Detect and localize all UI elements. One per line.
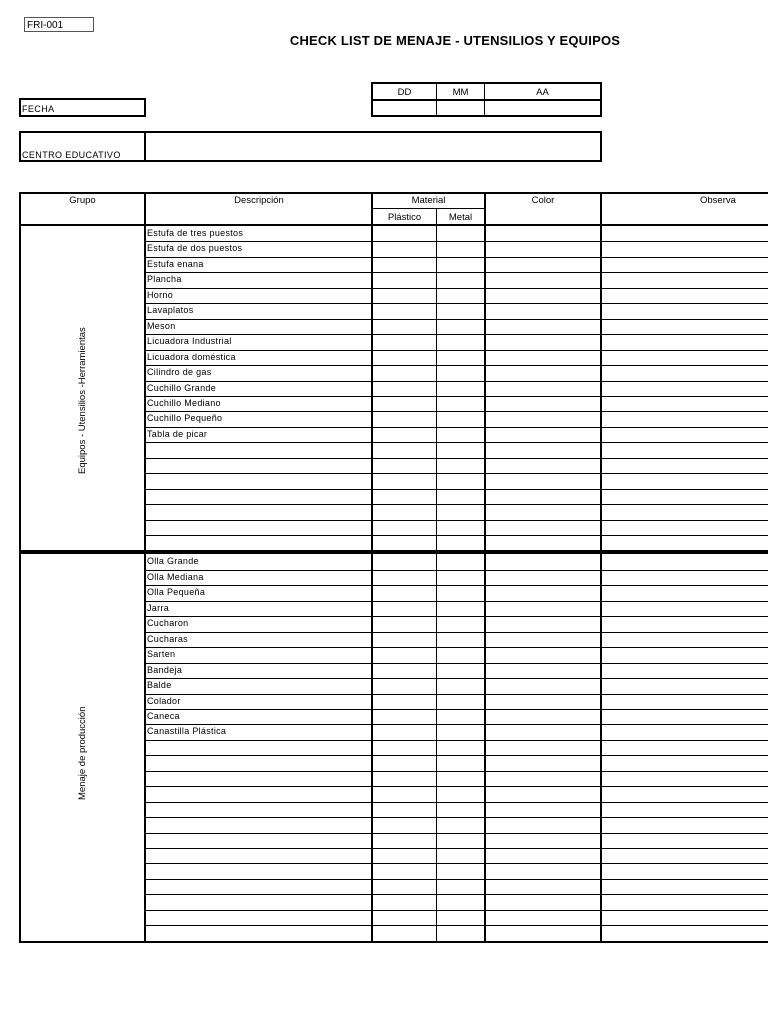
metal-cell[interactable] [437, 351, 484, 364]
observaciones-cell[interactable] [602, 428, 768, 441]
color-cell[interactable] [486, 849, 600, 862]
observaciones-cell[interactable] [602, 443, 768, 456]
header-metal: Metal [448, 212, 473, 223]
color-cell[interactable] [486, 648, 600, 661]
grid-line [19, 192, 21, 943]
observaciones-cell[interactable] [602, 710, 768, 723]
plastico-cell[interactable] [373, 443, 436, 456]
plastico-cell[interactable] [373, 490, 436, 503]
item-menaje: Balde [147, 680, 172, 690]
observaciones-cell[interactable] [602, 536, 768, 549]
plastico-cell[interactable] [373, 648, 436, 661]
plastico-cell[interactable] [373, 320, 436, 333]
plastico-cell[interactable] [373, 710, 436, 723]
table-bottom [19, 941, 768, 943]
color-cell[interactable] [486, 505, 600, 518]
plastico-cell[interactable] [373, 366, 436, 379]
color-cell[interactable] [486, 834, 600, 847]
metal-cell[interactable] [437, 505, 484, 518]
metal-cell[interactable] [437, 710, 484, 723]
observaciones-cell[interactable] [602, 586, 768, 599]
header-material: Material [411, 195, 446, 206]
plastico-cell[interactable] [373, 227, 436, 240]
metal-cell[interactable] [437, 926, 484, 939]
plastico-cell[interactable] [373, 382, 436, 395]
color-cell[interactable] [486, 864, 600, 877]
metal-cell[interactable] [437, 289, 484, 302]
color-cell[interactable] [486, 490, 600, 503]
observaciones-cell[interactable] [602, 474, 768, 487]
plastico-cell[interactable] [373, 725, 436, 738]
metal-cell[interactable] [437, 555, 484, 568]
observaciones-cell[interactable] [602, 412, 768, 425]
observaciones-cell[interactable] [602, 880, 768, 893]
metal-cell[interactable] [437, 818, 484, 831]
plastico-cell[interactable] [373, 633, 436, 646]
observaciones-cell[interactable] [602, 648, 768, 661]
plastico-cell[interactable] [373, 803, 436, 816]
item-equipos: Cuchillo Grande [147, 383, 217, 393]
plastico-cell[interactable] [373, 586, 436, 599]
metal-cell[interactable] [437, 242, 484, 255]
metal-cell[interactable] [437, 443, 484, 456]
observaciones-cell[interactable] [602, 382, 768, 395]
color-cell[interactable] [486, 895, 600, 908]
metal-cell[interactable] [437, 895, 484, 908]
metal-cell[interactable] [437, 227, 484, 240]
metal-cell[interactable] [437, 834, 484, 847]
observaciones-cell[interactable] [602, 834, 768, 847]
color-cell[interactable] [486, 289, 600, 302]
metal-cell[interactable] [437, 787, 484, 800]
color-cell[interactable] [486, 521, 600, 534]
item-equipos: Cuchillo Mediano [147, 398, 221, 408]
plastico-cell[interactable] [373, 351, 436, 364]
observaciones-cell[interactable] [602, 818, 768, 831]
metal-cell[interactable] [437, 803, 484, 816]
plastico-cell[interactable] [373, 602, 436, 615]
item-equipos: Lavaplatos [147, 305, 194, 315]
plastico-cell[interactable] [373, 242, 436, 255]
color-cell[interactable] [486, 320, 600, 333]
color-cell[interactable] [486, 664, 600, 677]
plastico-cell[interactable] [373, 864, 436, 877]
plastico-cell[interactable] [373, 474, 436, 487]
item-menaje: Olla Pequeña [147, 587, 206, 597]
color-cell[interactable] [486, 459, 600, 472]
observaciones-cell[interactable] [602, 911, 768, 924]
item-menaje: Colador [147, 696, 181, 706]
plastico-cell[interactable] [373, 679, 436, 692]
observaciones-cell[interactable] [602, 242, 768, 255]
color-cell[interactable] [486, 273, 600, 286]
plastico-cell[interactable] [373, 505, 436, 518]
plastico-cell[interactable] [373, 834, 436, 847]
color-cell[interactable] [486, 382, 600, 395]
color-cell[interactable] [486, 772, 600, 785]
observaciones-cell[interactable] [602, 664, 768, 677]
color-cell[interactable] [486, 725, 600, 738]
item-equipos: Tabla de picar [147, 429, 208, 439]
observaciones-cell[interactable] [602, 273, 768, 286]
observaciones-cell[interactable] [602, 335, 768, 348]
item-equipos: Cilindro de gas [147, 367, 212, 377]
item-menaje: Sarten [147, 649, 176, 659]
item-menaje: Cucharon [147, 618, 189, 628]
item-menaje: Canastilla Plástica [147, 726, 227, 736]
color-cell[interactable] [486, 227, 600, 240]
group-label-equipos: Equipos - Utensilios -Herramientas [77, 327, 88, 474]
observaciones-cell[interactable] [602, 633, 768, 646]
item-equipos: Estufa de dos puestos [147, 243, 243, 253]
observaciones-cell[interactable] [602, 289, 768, 302]
color-cell[interactable] [486, 741, 600, 754]
metal-cell[interactable] [437, 428, 484, 441]
header-observaciones: Observa [700, 195, 736, 206]
observaciones-cell[interactable] [602, 505, 768, 518]
observaciones-cell[interactable] [602, 849, 768, 862]
metal-cell[interactable] [437, 521, 484, 534]
mm-label: MM [452, 87, 469, 98]
observaciones-cell[interactable] [602, 787, 768, 800]
observaciones-cell[interactable] [602, 772, 768, 785]
observaciones-cell[interactable] [602, 695, 768, 708]
observaciones-cell[interactable] [602, 459, 768, 472]
observaciones-cell[interactable] [602, 926, 768, 939]
item-equipos: Licuadora doméstica [147, 352, 236, 362]
observaciones-cell[interactable] [602, 725, 768, 738]
metal-cell[interactable] [437, 320, 484, 333]
metal-cell[interactable] [437, 725, 484, 738]
observaciones-cell[interactable] [602, 351, 768, 364]
item-menaje: Olla Grande [147, 556, 199, 566]
item-equipos: Cuchillo Pequeño [147, 413, 223, 423]
item-menaje: Cucharas [147, 634, 188, 644]
plastico-cell[interactable] [373, 412, 436, 425]
metal-cell[interactable] [437, 459, 484, 472]
grid-line [19, 192, 768, 194]
metal-cell[interactable] [437, 633, 484, 646]
metal-cell[interactable] [437, 741, 484, 754]
centro-educativo-label: CENTRO EDUCATIVO [22, 150, 121, 160]
metal-cell[interactable] [437, 490, 484, 503]
item-equipos: Horno [147, 290, 174, 300]
color-cell[interactable] [486, 818, 600, 831]
group-label-menaje: Menaje de producción [77, 706, 88, 800]
metal-cell[interactable] [437, 695, 484, 708]
plastico-cell[interactable] [373, 926, 436, 939]
plastico-cell[interactable] [373, 536, 436, 549]
observaciones-cell[interactable] [602, 895, 768, 908]
color-cell[interactable] [486, 474, 600, 487]
plastico-cell[interactable] [373, 555, 436, 568]
item-menaje: Jarra [147, 603, 170, 613]
observaciones-cell[interactable] [602, 602, 768, 615]
plastico-cell[interactable] [373, 895, 436, 908]
metal-cell[interactable] [437, 474, 484, 487]
metal-cell[interactable] [437, 335, 484, 348]
grid-line [19, 224, 768, 226]
header-grupo: Grupo [69, 195, 96, 206]
aa-label: AA [536, 87, 549, 98]
observaciones-cell[interactable] [602, 227, 768, 240]
observaciones-cell[interactable] [602, 521, 768, 534]
observaciones-cell[interactable] [602, 756, 768, 769]
observaciones-cell[interactable] [602, 555, 768, 568]
color-cell[interactable] [486, 803, 600, 816]
plastico-cell[interactable] [373, 459, 436, 472]
plastico-cell[interactable] [373, 617, 436, 630]
plastico-cell[interactable] [373, 741, 436, 754]
observaciones-cell[interactable] [602, 617, 768, 630]
color-cell[interactable] [486, 366, 600, 379]
metal-cell[interactable] [437, 756, 484, 769]
observaciones-cell[interactable] [602, 320, 768, 333]
item-menaje: Olla Mediana [147, 572, 204, 582]
metal-cell[interactable] [437, 382, 484, 395]
metal-cell[interactable] [437, 571, 484, 584]
color-cell[interactable] [486, 443, 600, 456]
metal-cell[interactable] [437, 586, 484, 599]
color-cell[interactable] [486, 536, 600, 549]
observaciones-cell[interactable] [602, 366, 768, 379]
item-menaje: Caneca [147, 711, 180, 721]
item-equipos: Estufa de tres puestos [147, 228, 244, 238]
metal-cell[interactable] [437, 258, 484, 271]
metal-cell[interactable] [437, 648, 484, 661]
item-menaje: Bandeja [147, 665, 183, 675]
plastico-cell[interactable] [373, 258, 436, 271]
plastico-cell[interactable] [373, 756, 436, 769]
metal-cell[interactable] [437, 679, 484, 692]
color-cell[interactable] [486, 633, 600, 646]
color-cell[interactable] [486, 787, 600, 800]
plastico-cell[interactable] [373, 818, 436, 831]
item-equipos: Estufa enana [147, 259, 204, 269]
plastico-cell[interactable] [373, 664, 436, 677]
form-code: FRI-001 [24, 17, 94, 32]
observaciones-cell[interactable] [602, 803, 768, 816]
plastico-cell[interactable] [373, 787, 436, 800]
observaciones-cell[interactable] [602, 864, 768, 877]
color-cell[interactable] [486, 304, 600, 317]
plastico-cell[interactable] [373, 428, 436, 441]
plastico-cell[interactable] [373, 289, 436, 302]
dd-label: DD [397, 87, 412, 98]
color-cell[interactable] [486, 571, 600, 584]
metal-cell[interactable] [437, 536, 484, 549]
metal-cell[interactable] [437, 412, 484, 425]
metal-cell[interactable] [437, 366, 484, 379]
observaciones-cell[interactable] [602, 304, 768, 317]
color-cell[interactable] [486, 679, 600, 692]
color-cell[interactable] [486, 880, 600, 893]
metal-cell[interactable] [437, 664, 484, 677]
metal-cell[interactable] [437, 911, 484, 924]
header-plastico: Plástico [387, 212, 422, 223]
color-cell[interactable] [486, 710, 600, 723]
color-cell[interactable] [486, 617, 600, 630]
color-cell[interactable] [486, 428, 600, 441]
color-cell[interactable] [486, 586, 600, 599]
metal-cell[interactable] [437, 617, 484, 630]
metal-cell[interactable] [437, 304, 484, 317]
color-cell[interactable] [486, 397, 600, 410]
metal-cell[interactable] [437, 602, 484, 615]
plastico-cell[interactable] [373, 880, 436, 893]
metal-cell[interactable] [437, 864, 484, 877]
plastico-cell[interactable] [373, 772, 436, 785]
color-cell[interactable] [486, 695, 600, 708]
header-descripcion: Descripción [234, 195, 284, 206]
color-cell[interactable] [486, 335, 600, 348]
metal-cell[interactable] [437, 772, 484, 785]
observaciones-cell[interactable] [602, 397, 768, 410]
metal-cell[interactable] [437, 397, 484, 410]
color-cell[interactable] [486, 258, 600, 271]
plastico-cell[interactable] [373, 397, 436, 410]
color-cell[interactable] [486, 242, 600, 255]
observaciones-cell[interactable] [602, 490, 768, 503]
plastico-cell[interactable] [373, 695, 436, 708]
item-equipos: Licuadora Industrial [147, 336, 232, 346]
plastico-cell[interactable] [373, 304, 436, 317]
fecha-label: FECHA [22, 104, 55, 114]
observaciones-cell[interactable] [602, 258, 768, 271]
metal-cell[interactable] [437, 849, 484, 862]
observaciones-cell[interactable] [602, 741, 768, 754]
observaciones-cell[interactable] [602, 679, 768, 692]
header-color: Color [531, 195, 555, 206]
item-equipos: Meson [147, 321, 176, 331]
item-equipos: Plancha [147, 274, 182, 284]
color-cell[interactable] [486, 911, 600, 924]
metal-cell[interactable] [437, 880, 484, 893]
plastico-cell[interactable] [373, 911, 436, 924]
grid-line [371, 208, 485, 209]
group-divider [19, 552, 768, 554]
color-cell[interactable] [486, 555, 600, 568]
grid-line [144, 192, 146, 943]
plastico-cell[interactable] [373, 521, 436, 534]
color-cell[interactable] [486, 602, 600, 615]
plastico-cell[interactable] [373, 335, 436, 348]
color-cell[interactable] [486, 926, 600, 939]
page-title: CHECK LIST DE MENAJE - UTENSILIOS Y EQUIPOS [289, 33, 621, 48]
color-cell[interactable] [486, 412, 600, 425]
color-cell[interactable] [486, 351, 600, 364]
observaciones-cell[interactable] [602, 571, 768, 584]
plastico-cell[interactable] [373, 273, 436, 286]
plastico-cell[interactable] [373, 849, 436, 862]
metal-cell[interactable] [437, 273, 484, 286]
color-cell[interactable] [486, 756, 600, 769]
plastico-cell[interactable] [373, 571, 436, 584]
